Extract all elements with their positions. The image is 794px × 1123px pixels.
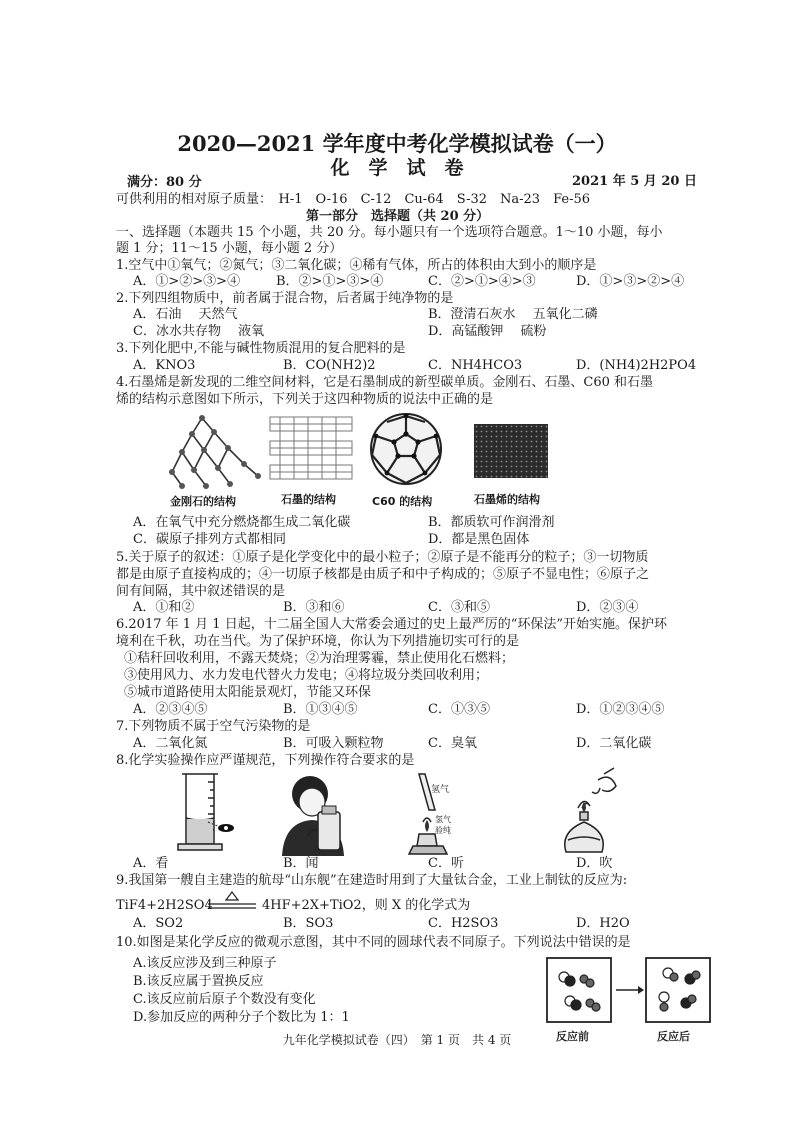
q6-item-line3: ⑤城市道路使用太阳能景观灯，节能又环保 bbox=[124, 685, 372, 700]
q1-option-c: C．②>①>④>③ bbox=[428, 274, 536, 289]
q3-stem: 3.下列化肥中,不能与碱性物质混用的复合肥料的是 bbox=[116, 341, 406, 356]
q7-option-c: C．臭氧 bbox=[428, 736, 477, 751]
fig-label-purity-test: 验纯 bbox=[435, 826, 451, 835]
caption-diamond: 金刚石的结构 bbox=[170, 495, 236, 508]
q6-item-line2: ③使用风力、水力发电代替火力发电；④将垃圾分类回收利用； bbox=[124, 668, 489, 683]
q2-option-a: A．石油 天然气 bbox=[133, 307, 238, 322]
q4-option-c: C．碳原子排列方式都相同 bbox=[133, 532, 286, 547]
q3-option-d: D．(NH4)2H2PO4 bbox=[576, 358, 697, 373]
graduated-cylinder-eye-figure bbox=[174, 770, 238, 856]
q6-stem-line2: 境利在千秋，功在当代。为了保护环境，你认为下列措施切实可行的是 bbox=[116, 634, 520, 649]
q5-stem-line1: 5.关于原子的叙述：①原子是化学变化中的最小粒子；②原子是不能再分的粒子；③一切物质 bbox=[116, 550, 649, 565]
caption-c60: C60 的结构 bbox=[372, 495, 433, 508]
q7-option-b: B．可吸入颗粒物 bbox=[283, 736, 384, 751]
part1-intro-line1: 一、选择题（本题共 15 个小题，共 20 分。每小题只有一个选项符合题意。1～10 小题，每小 bbox=[116, 225, 663, 240]
q3-option-b: B．CO(NH2)2 bbox=[283, 358, 376, 373]
q6-stem-line1: 6.2017 年 1 月 1 日起，十二届全国人大常委会通过的史上最严厉的“环保法”开始实施。保护环 bbox=[116, 617, 667, 632]
q1-option-a: A．①>②>③>④ bbox=[133, 274, 241, 289]
q8-option-c: C．听 bbox=[428, 856, 464, 871]
q10-option-c: C.该反应前后原子个数没有变化 bbox=[133, 992, 316, 1007]
hydrogen-purity-test-figure bbox=[403, 770, 463, 858]
q8-option-d: D．吹 bbox=[576, 856, 613, 871]
after-reaction-label: 反应后 bbox=[657, 1030, 690, 1043]
q3-option-c: C．NH4HCO3 bbox=[428, 358, 523, 373]
exam-date: 2021 年 5 月 20 日 bbox=[572, 174, 697, 189]
q9-equation-left: TiF4+2H2SO4 bbox=[116, 898, 213, 913]
atomic-mass-note: 可供利用的相对原子质量： H-1 O-16 C-12 Cu-64 S-32 Na-23 Fe-56 bbox=[116, 192, 591, 207]
q5-stem-line2: 都是由原子直接构成的；④一切原子核都是由质子和中子构成的；⑤原子不显电性；⑥原子之 bbox=[116, 567, 650, 582]
caption-graphene: 石墨烯的结构 bbox=[474, 493, 540, 506]
q5-option-b: B．③和⑥ bbox=[283, 600, 345, 615]
micro-reaction-diagram bbox=[546, 957, 712, 1025]
q9-option-c: C．H2SO3 bbox=[428, 916, 499, 931]
full-score: 满分：80 分 bbox=[127, 175, 202, 190]
q5-option-d: D．②③④ bbox=[576, 600, 639, 615]
fig-label-hydrogen-2: 氢气 bbox=[435, 815, 451, 824]
q9-option-d: D．H2O bbox=[576, 916, 630, 931]
page-footer: 九年化学模拟试卷（四） 第 1 页 共 4 页 bbox=[282, 1033, 512, 1047]
q9-option-a: A．SO2 bbox=[133, 916, 184, 931]
q1-option-b: B．②>①>③>④ bbox=[276, 274, 384, 289]
q7-option-d: D．二氧化碳 bbox=[576, 736, 652, 751]
smelling-person-figure bbox=[272, 772, 354, 856]
q4-option-b: B．都质软可作润滑剂 bbox=[428, 515, 555, 530]
before-reaction-label: 反应前 bbox=[556, 1030, 589, 1043]
q6-option-c: C．①③⑤ bbox=[428, 702, 490, 717]
graphite-structure-figure bbox=[266, 413, 356, 483]
q8-option-b: B．闻 bbox=[283, 856, 319, 871]
graphene-structure-figure bbox=[474, 424, 548, 478]
caption-graphite: 石墨的结构 bbox=[281, 493, 336, 506]
q1-option-d: D．①>③>②>④ bbox=[576, 274, 685, 289]
q7-option-a: A．二氧化氮 bbox=[133, 736, 208, 751]
q5-stem-line3: 间有间隔，其中叙述错误的是 bbox=[116, 584, 286, 599]
q6-item-line1: ①秸秆回收利用，不露天焚烧；②为治理雾霾，禁止使用化石燃料； bbox=[124, 651, 515, 666]
q3-option-a: A．KNO3 bbox=[133, 358, 196, 373]
exam-subtitle: 化 学 试 卷 bbox=[330, 157, 464, 179]
q5-option-c: C．③和⑤ bbox=[428, 600, 490, 615]
exam-title: 2020—2021 学年度中考化学模拟试卷（一） bbox=[177, 131, 617, 156]
q6-option-d: D．①②③④⑤ bbox=[576, 702, 665, 717]
q6-option-b: B．①③④⑤ bbox=[283, 702, 358, 717]
q6-option-a: A．②③④⑤ bbox=[133, 702, 208, 717]
q1-stem: 1.空气中①氧气；②氮气；③二氧化碳；④稀有气体，所占的体积由大到小的顺序是 bbox=[116, 258, 597, 273]
q10-option-d: D.参加反应的两种分子个数比为 1：1 bbox=[133, 1010, 350, 1025]
q10-option-b: B.该反应属于置换反应 bbox=[133, 974, 264, 989]
q2-option-c: C．冰水共存物 液氧 bbox=[133, 324, 265, 339]
q2-stem: 2.下列四组物质中，前者属于混合物，后者属于纯净物的是 bbox=[116, 291, 454, 306]
heat-reaction-sign bbox=[206, 890, 258, 912]
q9-option-b: B．SO3 bbox=[283, 916, 334, 931]
q4-option-d: D．都是黑色固体 bbox=[428, 532, 530, 547]
fig-label-hydrogen-1: 氢气 bbox=[431, 785, 450, 795]
q2-option-b: B．澄清石灰水 五氧化二磷 bbox=[428, 307, 598, 322]
q8-option-a: A．看 bbox=[133, 856, 169, 871]
q9-equation-right: 4HF+2X+TiO2，则 X 的化学式为 bbox=[262, 898, 471, 913]
part1-intro-line2: 题 1 分；11～15 小题，每小题 2 分） bbox=[116, 241, 343, 256]
q10-option-a: A.该反应涉及到三种原子 bbox=[133, 956, 277, 971]
q4-stem-line2: 烯的结构示意图如下所示，下列关于这四种物质的说法中正确的是 bbox=[116, 392, 494, 407]
q8-stem: 8.化学实验操作应严谨规范，下列操作符合要求的是 bbox=[116, 753, 415, 768]
q4-option-a: A．在氧气中充分燃烧都生成二氧化碳 bbox=[133, 515, 351, 530]
part1-heading: 第一部分 选择题（共 20 分） bbox=[306, 209, 490, 224]
c60-structure-figure bbox=[367, 410, 445, 488]
q2-option-d: D．高锰酸钾 硫粉 bbox=[428, 324, 547, 339]
q4-stem-line1: 4.石墨烯是新发现的二维空间材料，它是石墨制成的新型碳单质。金刚石、石墨、C60 和石墨 bbox=[116, 375, 654, 390]
q7-stem: 7.下列物质不属于空气污染物的是 bbox=[116, 719, 311, 734]
diamond-structure-figure bbox=[162, 410, 272, 492]
blowing-alcohol-lamp-figure bbox=[558, 766, 626, 856]
q10-stem: 10.如图是某化学反应的微观示意图，其中不同的圆球代表不同原子。下列说法中错误的是 bbox=[116, 935, 631, 950]
q5-option-a: A．①和② bbox=[133, 600, 195, 615]
q9-stem: 9.我国第一艘自主建造的航母“山东舰”在建造时用到了大量钛合金，工业上制钛的反应为: bbox=[116, 873, 628, 888]
